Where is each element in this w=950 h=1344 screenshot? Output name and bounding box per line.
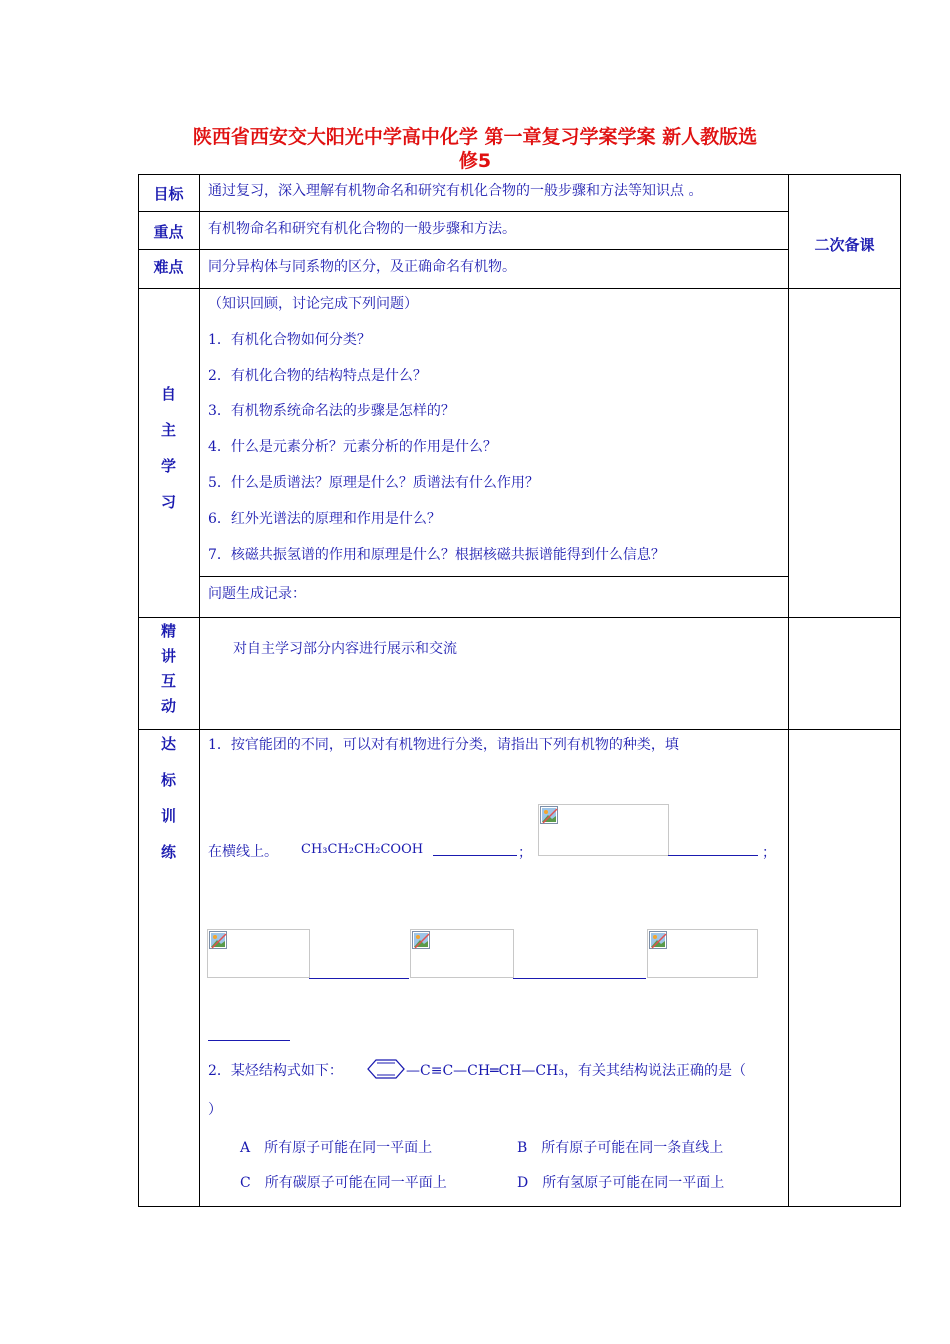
broken-image-icon xyxy=(209,931,227,949)
question-item: 7．核磁共振氢谱的作用和原理是什么？根据核磁共振谱能得到什么信息？ xyxy=(208,547,665,563)
structure-image xyxy=(207,929,310,978)
lecture-label-char: 精 xyxy=(160,622,176,640)
training-label xyxy=(138,726,199,870)
lecture-label-char: 动 xyxy=(160,697,176,715)
self-study-label-char: 习 xyxy=(160,493,176,511)
broken-image-icon xyxy=(412,931,430,949)
training-label-char: 达 xyxy=(160,735,176,753)
answer-blank[interactable] xyxy=(513,978,646,979)
difficulty-text: 同分异构体与同系物的区分，及正确命名有机物。 xyxy=(208,259,516,275)
question-item: 1．有机化合物如何分类？ xyxy=(208,332,371,348)
training-q2-formula: —C≡C—CH═CH—CH₃，有关其结构说法正确的是（ xyxy=(406,1063,746,1079)
key-label: 重点 xyxy=(153,223,184,241)
lecture-label-char: 互 xyxy=(160,672,176,690)
training-label-char: 练 xyxy=(160,843,176,861)
training-label-char: 训 xyxy=(160,807,176,825)
training-q1-line1: 1．按官能团的不同，可以对有机物进行分类，请指出下列有机物的种类，填 xyxy=(208,737,679,753)
structure-image xyxy=(538,804,669,856)
question-item: 5．什么是质谱法？原理是什么？质谱法有什么作用？ xyxy=(208,475,539,491)
lecture-text: 对自主学习部分内容进行展示和交流 xyxy=(233,641,457,657)
option-b: B 所有原子可能在同一条直线上 xyxy=(517,1140,724,1156)
self-study-intro: （知识回顾，讨论完成下列问题） xyxy=(208,296,418,312)
difficulty-label: 难点 xyxy=(153,258,184,276)
answer-blank[interactable] xyxy=(433,855,517,856)
training-q2-prefix: 2．某烃结构式如下： xyxy=(208,1063,343,1079)
secondary-prep-label: 二次备课 xyxy=(814,236,875,254)
option-a: A 所有原子可能在同一平面上 xyxy=(240,1140,433,1156)
page-title-line1: 陕西省西安交大阳光中学高中化学 第一章复习学案学案 新人教版选 xyxy=(192,126,758,148)
page-title-line2: 修5 xyxy=(458,150,492,172)
structure-image xyxy=(410,929,514,978)
training-label-char: 标 xyxy=(160,771,176,789)
benzene-ring-icon xyxy=(366,1058,406,1080)
answer-blank[interactable] xyxy=(668,855,758,856)
question-item: 6．红外光谱法的原理和作用是什么？ xyxy=(208,511,441,527)
option-d: D 所有氢原子可能在同一平面上 xyxy=(517,1175,725,1191)
key-text: 有机物命名和研究有机化合物的一般步骤和方法。 xyxy=(208,221,516,237)
goal-label: 目标 xyxy=(153,185,184,203)
answer-blank[interactable] xyxy=(309,978,409,979)
lecture-label xyxy=(138,619,199,719)
question-item: 2．有机化合物的结构特点是什么？ xyxy=(208,368,427,384)
goal-text: 通过复习，深入理解有机物命名和研究有机化合物的一般步骤和方法等知识点 。 xyxy=(208,183,703,199)
separator: ； xyxy=(518,845,532,861)
formula-butanoic-acid: CH₃CH₂CH₂COOH xyxy=(301,842,424,857)
self-study-label-char: 学 xyxy=(160,457,176,475)
lecture-label-char: 讲 xyxy=(160,647,176,665)
question-item: 3．有机物系统命名法的步骤是怎样的？ xyxy=(208,403,455,419)
training-q2-close: ） xyxy=(208,1102,222,1118)
training-q1-line2: 在横线上。 xyxy=(208,844,278,860)
answer-blank[interactable] xyxy=(208,1040,290,1041)
option-c: C 所有碳原子可能在同一平面上 xyxy=(240,1175,447,1191)
broken-image-icon xyxy=(540,806,558,824)
structure-image xyxy=(647,929,758,978)
separator: ； xyxy=(762,845,776,861)
problem-record: 问题生成记录： xyxy=(208,586,306,602)
question-item: 4．什么是元素分析？元素分析的作用是什么？ xyxy=(208,439,497,455)
self-study-label xyxy=(138,376,199,520)
self-study-label-char: 主 xyxy=(160,421,176,439)
self-study-label-char: 自 xyxy=(160,385,176,403)
broken-image-icon xyxy=(649,931,667,949)
